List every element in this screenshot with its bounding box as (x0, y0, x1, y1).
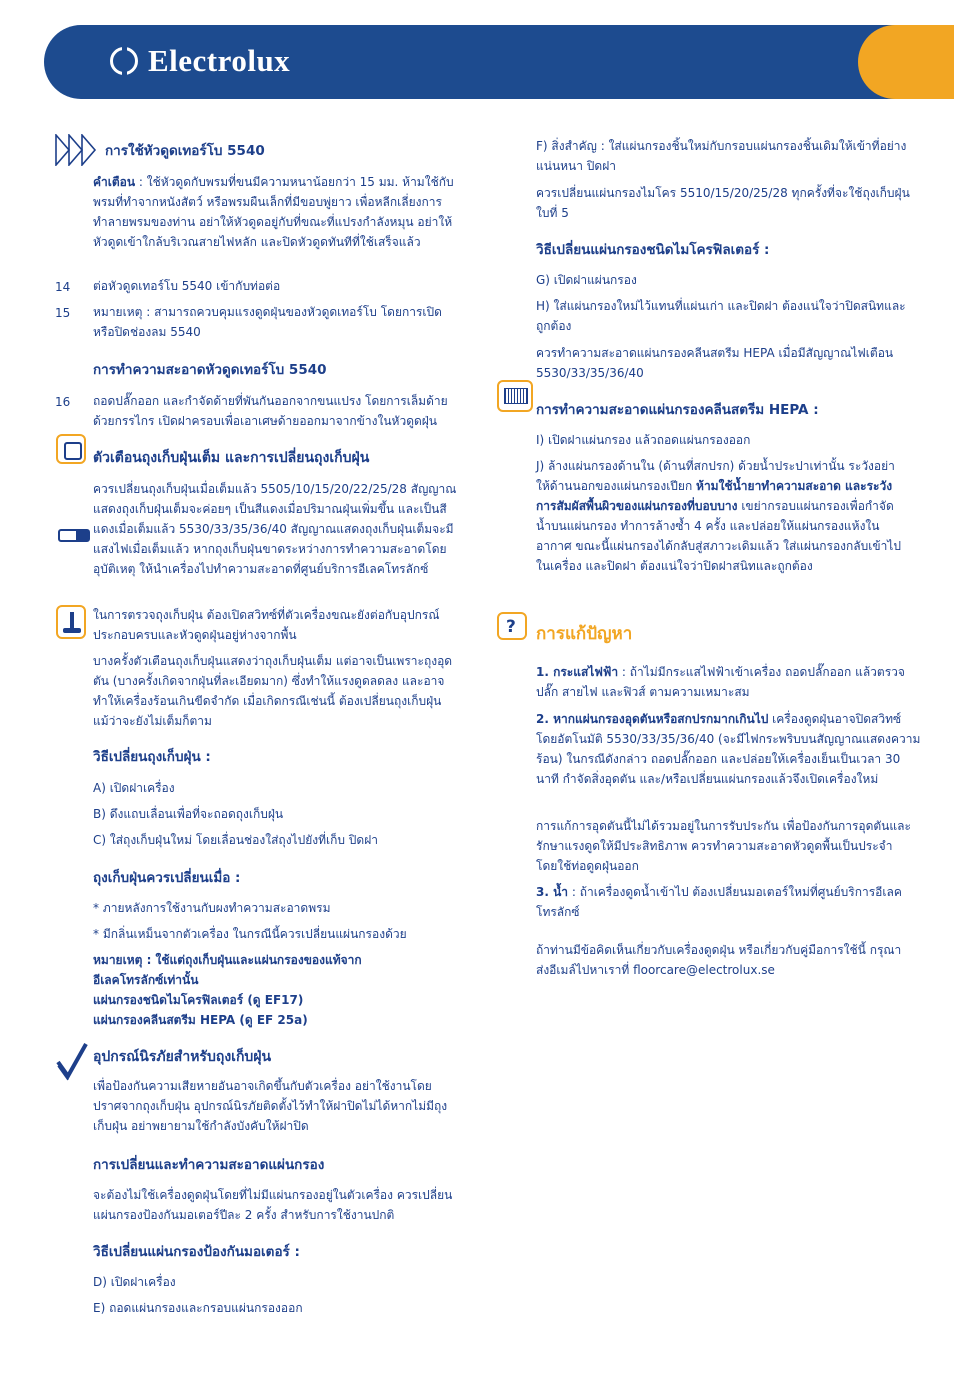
header-banner (44, 25, 954, 99)
header-accent (858, 25, 954, 99)
vacuum-check-icon (56, 605, 86, 639)
brand-name: Electrolux (148, 43, 291, 78)
step-16: ถอดปลั๊กออก และกำจัดด้ายที่พันกันออกจากขนแปรง โดยการเล็มด้ายด้วยกรรไกร เปิดฝาครอบเพื่อเอาเศษด้ายออกมาจากข้างในหัวดูดฝุ่น (93, 394, 448, 428)
step-f: F) สิ่งสำคัญ : ใส่แผ่นกรองชิ้นใหม่กับกรอบแผ่นกรองชิ้นเดิมให้เข้าที่อย่างแน่นหนา ปิดฝา (536, 139, 907, 173)
turbo-warning: คำเตือน : ใช้หัวดูดกับพรมที่ขนมีความหนาน้อยกว่า 15 มม. ห้ามใช้กับพรมที่ทำจากหนังสัตว์ หรือพรมผืนเล็กที่มีขอบพู่ยาว เพื่อหลีกเลี่ยงการทำลายพรมของท่าน อย่าให้หัวดูดอยู่กับที่ขณะที่แปรงกำลังหมุน อย่าให้หัวดูดเข้าใกล้บริเวณสายไฟหลัก และปิดหัวดูดทันทีที่ใช้เสร็จแล้ว (93, 175, 454, 249)
step-i: I) เปิดฝาแผ่นกรอง แล้วถอดแผ่นกรองออก (536, 433, 751, 447)
step-c: C) ใส่ถุงเก็บฝุ่นใหม่ โดยเลื่อนช่องใส่ถุงไปยังที่เก็บ ปิดฝา (93, 833, 378, 847)
step-number-15: 15 (55, 306, 71, 320)
section-title-hepa: การทำความสะอาดแผ่นกรองคลีนสตรีม HEPA : (536, 402, 819, 418)
dustbag-text-3: บางครั้งตัวเตือนถุงเก็บฝุ่นแสดงว่าถุงเก็บฝุ่นเต็ม แต่อาจเป็นเพราะถุงอุดตัน (บางครั้งเกิดจากฝุ่นที่ละเอียดมาก) ซึ่งทำให้แรงดูดลดลง และอาจทำให้เครื่องร้อนเกินขีดจำกัด เมื่อเกิดกรณีเช่นนี้ ต้องเปลี่ยนถุงเก็บฝุ่นแม้ว่าจะยังไม่เต็มก็ตาม (93, 654, 453, 728)
step-h: H) ใส่แผ่นกรองใหม่ไว้แทนที่แผ่นเก่า และปิดฝา ต้องแน่ใจว่าปิดสนิทและถูกต้อง (536, 299, 906, 333)
when-bullet-2: * มีกลิ่นเหม็นจากตัวเครื่อง ในกรณีนี้ควรเปลี่ยนแผ่นกรองด้วย (93, 927, 407, 941)
section-title-change-bag: วิธีเปลี่ยนถุงเก็บฝุ่น : (93, 749, 211, 765)
section-title-safety: อุปกรณ์นิรภัยสำหรับถุงเก็บฝุ่น (93, 1049, 272, 1065)
section-title-turbo: การใช้หัวดูดเทอร์โบ 5540 (105, 143, 265, 159)
step-number-16: 16 (55, 395, 71, 409)
hepa-note: ควรทำความสะอาดแผ่นกรองคลีนสตรีม HEPA เมื่อมีสัญญาณไฟเตือน 5530/33/35/36/40 (536, 346, 894, 380)
safety-text: เพื่อป้องกันความเสียหายอันอาจเกิดขึ้นกับตัวเครื่อง อย่าใช้งานโดยปราศจากถุงเก็บฝุ่น อุปกรณ์นิรภัยติดตั้งไว้ทำให้ฝาปิดไม่ได้หากไม่มีถุงเก็บฝุ่น อย่าพยายามใช้กำลังบังคับให้ฝาปิด (93, 1079, 448, 1133)
section-title-filter: การเปลี่ยนและทำความสะอาดแผ่นกรอง (93, 1157, 325, 1173)
hepa-filter-icon (497, 380, 533, 412)
step-d: D) เปิดฝาเครื่อง (93, 1275, 176, 1289)
troubleshooting-title: การแก้ปัญหา (536, 624, 633, 644)
step-a: A) เปิดฝาเครื่อง (93, 781, 175, 795)
contact-info: ถ้าท่านมีข้อคิดเห็นเกี่ยวกับเครื่องดูดฝุ่น หรือเกี่ยวกับคู่มือการใช้นี้ กรุณาส่งอีเมล์ไปหาเราที่ floorcare@electrolux.se (536, 943, 902, 977)
question-icon: ? (497, 612, 527, 640)
step-15: หมายเหตุ : สามารถควบคุมแรงดูดฝุ่นของหัวดูดเทอร์โบ โดยการเปิดหรือปิดช่องลม 5540 (93, 305, 442, 339)
dustbag-text-1: ควรเปลี่ยนถุงเก็บฝุ่นเมื่อเต็มแล้ว 5505/10/15/20/22/25/28 สัญญาณแสดงถุงเก็บฝุ่นเต็มจะค่อยๆ เป็นสีแดงเมื่อปริมาณฝุ่นเพิ่มขึ้น และเป็นสีแดงเมื่อเต็มแล้ว 5530/33/35/36/40 สัญญาณแสดงถุงเก็บฝุ่นเต็มจะมีแสงไฟเมื่อเต็มแล้ว หากถุงเก็บฝุ่นขาดระหว่างการทำความสะอาดโดยอุบัติเหตุ ให้นำเครื่องไปทำความสะอาดที่ศูนย์บริการอีเลคโทรลักซ์ (93, 482, 457, 576)
section-title-microfilter: วิธีเปลี่ยนแผ่นกรองชนิดไมโครฟิลเตอร์ : (536, 242, 770, 258)
section-title-dustbag: ตัวเตือนถุงเก็บฝุ่นเต็ม และการเปลี่ยนถุงเก็บฝุ่น (93, 450, 370, 466)
step-g: G) เปิดฝาแผ่นกรอง (536, 273, 637, 287)
step-b: B) ดึงแถบเลื่อนเพื่อที่จะถอดถุงเก็บฝุ่น (93, 807, 284, 821)
step-e: E) ถอดแผ่นกรองและกรอบแผ่นกรองออก (93, 1301, 303, 1315)
brand-logo (110, 43, 290, 79)
when-bullet-1: * ภายหลังการใช้งานกับผงทำความสะอาดพรม (93, 901, 331, 915)
genuine-note-2: อีเลคโทรลักซ์เท่านั้น (93, 973, 199, 987)
genuine-note-1: หมายเหตุ : ใช้แต่ถุงเก็บฝุ่นและแผ่นกรองของแท้จาก (93, 953, 362, 967)
step-14: ต่อหัวดูดเทอร์โบ 5540 เข้ากับท่อต่อ (93, 279, 281, 293)
micro-change-note: ควรเปลี่ยนแผ่นกรองไมโคร 5510/15/20/25/28 ทุกครั้งที่จะใช้ถุงเก็บฝุ่นใบที่ 5 (536, 186, 910, 220)
step-number-14: 14 (55, 280, 71, 294)
step-j: J) ล้างแผ่นกรองด้านใน (ด้านที่สกปรก) ด้วยน้ำประปาเท่านั้น ระวังอย่าให้ด้านนอกของแผ่นกรองเปียก ห้ามใช้น้ำยาทำความสะอาด และระวังการสัมผัสพื้นผิวของแผ่นกรองที่บอบบาง เขย่ากรอบแผ่นกรองเพื่อกำจัดน้ำบนแผ่นกรอง ทำการล้างซ้ำ 4 ครั้ง และปล่อยให้แผ่นกรองแห้งในอากาศ ขณะนี้แผ่นกรองได้กลับสู่สภาวะเดิมแล้ว ใส่แผ่นกรองกลับเข้าไปในเครื่อง และปิดฝา ต้องแน่ใจว่าปิดฝาสนิทและถูกต้อง (536, 459, 901, 573)
checkmark-icon (55, 1040, 89, 1086)
dustbag-text-2: ในการตรวจถุงเก็บฝุ่น ต้องเปิดสวิทซ์ที่ตัวเครื่องขณะยังต่อกับอุปกรณ์ประกอบครบและหัวดูดฝุ่นอยู่ห่างจากพื้น (93, 608, 440, 642)
section-title-motor-filter: วิธีเปลี่ยนแผ่นกรองป้องกันมอเตอร์ : (93, 1244, 300, 1260)
electrolux-logo-icon (110, 47, 138, 75)
trouble-3: 3. น้ำ : ถ้าเครื่องดูดน้ำเข้าไป ต้องเปลี่ยนมอเตอร์ใหม่ที่ศูนย์บริการอีเลคโทรลักซ์ (536, 885, 902, 919)
section-title-when-change: ถุงเก็บฝุ่นควรเปลี่ยนเมื่อ : (93, 870, 241, 886)
dustbag-indicator-icon (56, 434, 86, 464)
trouble-2-note: การแก้การอุดตันนี้ไม่ได้รวมอยู่ในการรับประกัน เพื่อป้องกันการอุดตันและรักษาแรงดูดให้มีประสิทธิภาพ ควรทำความสะอาดหัวดูดพื้นเป็นประจำโดยใช้ท่อดูดฝุ่นออก (536, 819, 911, 873)
indicator-light-icon (58, 529, 90, 542)
arrows-icon (55, 134, 101, 166)
filter-text: จะต้องไม่ใช้เครื่องดูดฝุ่นโดยที่ไม่มีแผ่นกรองอยู่ในตัวเครื่อง ควรเปลี่ยนแผ่นกรองป้องกันมอเตอร์ปีละ 2 ครั้ง สำหรับการใช้งานปกติ (93, 1188, 453, 1222)
section-title-turbo-cleaning: การทำความสะอาดหัวดูดเทอร์โบ 5540 (93, 362, 327, 378)
genuine-note-4: แผ่นกรองคลีนสตรีม HEPA (ดู EF 25a) (93, 1013, 308, 1027)
genuine-note-3: แผ่นกรองชนิดไมโครฟิลเตอร์ (ดู EF17) (93, 993, 304, 1007)
trouble-2: 2. หากแผ่นกรองอุดตันหรือสกปรกมากเกินไป เครื่องดูดฝุ่นอาจปิดสวิทซ์โดยอัตโนมัติ 5530/33/35/36/40 (จะมีไฟกระพริบบนสัญญาณแสดงความร้อน) ในกรณีดังกล่าว ถอดปลั๊กออก และปล่อยให้เครื่องเย็นเป็นเวลา 30 นาที กำจัดสิ่งอุดตัน และ/หรือเปลี่ยนแผ่นกรองแล้วจึงเปิดเครื่องใหม่ (536, 712, 921, 786)
trouble-1: 1. กระแสไฟฟ้า : ถ้าไม่มีกระแสไฟฟ้าเข้าเครื่อง ถอดปลั๊กออก แล้วตรวจปลั๊ก สายไฟ และฟิวส์ ตามความเหมาะสม (536, 665, 905, 699)
